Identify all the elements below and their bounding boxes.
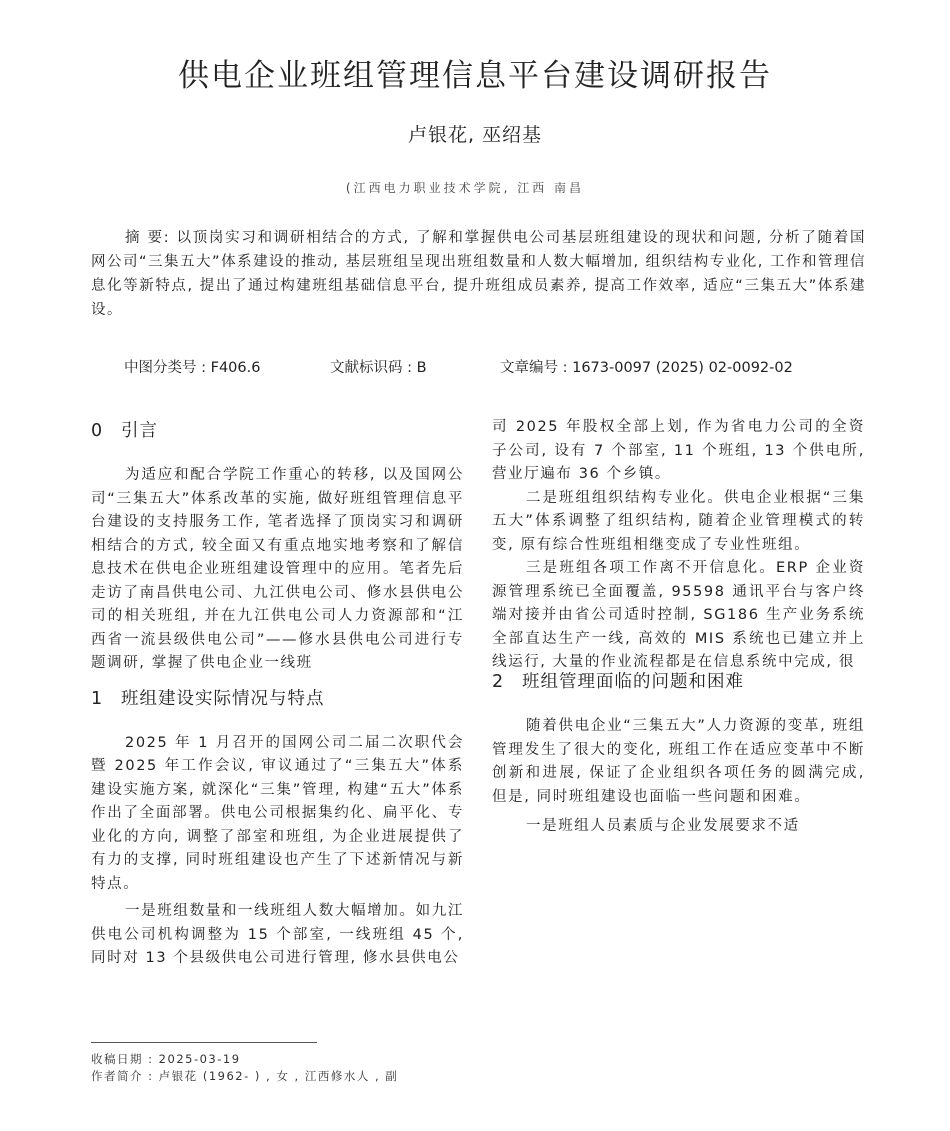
author-list: 卢银花, 巫绍基 [407,124,543,146]
section2-paragraph-1: 随着供电企业“三集五大”人力资源的变革, 班组管理发生了很大的变化, 班组工作在适应变革中不断创新和进展, 保证了企业组织各项任务的圆满完成, 但是, 同时班组建设也面临一些问题和困难。 [492,718,865,805]
section-number: 0 [91,421,104,441]
section-title: 班组建设实际情况与特点 [121,688,325,709]
section2-paragraph-2: 一是班组人员素质与企业发展要求不适 [526,818,800,834]
abstract-clip-mask [80,344,880,354]
intro-paragraph: 为适应和配合学院工作重心的转移, 以及国网公司“三集五大”体系改革的实施, 做好班组管理信息平台建设的支持服务工作, 笔者选择了顶岗实习和调研相结合的方式, 较全面又有重点地实地考察和了解信息技术在供电企业班组建设管理中的应用。笔者先后走访了南昌供电公司、九江供电公司、修水县供电公司的相关班组, 并在九江供电公司人力资源部和“江西省一流县级供电公司”——修水县供电公司进行专题调研, 掌握了供电企业一线班 [91,467,464,671]
abstract-label: 摘 要: [125,230,171,246]
section-title: 班组管理面临的问题和困难 [522,672,744,692]
right-paragraph-2: 二是班组组织结构专业化。供电企业根据“三集五大”体系调整了组织结构, 随着企业管理模式的转变, 原有综合性班组相继变成了专业性班组。 [492,489,865,553]
clc-number: 中图分类号 : F406.6 [124,360,261,376]
abstract [91,226,866,344]
article-number: 文章编号 : 1673-0097 (2025) 02-0092-02 [500,360,793,376]
affiliation: (江西电力职业技术学院, 江西 南昌 [345,181,585,195]
section-heading-intro [91,414,464,464]
document-code: 文献标识码 : B [330,360,427,376]
section-number: 2 [492,672,505,692]
section1-paragraph-2: 一是班组数量和一线班组人数大幅增加。如九江供电公司机构调整为 15 个部室, 一线班组 45 个, 同时对 13 个县级供电公司进行管理, 修水县供电公 [91,903,464,966]
footnote-received: 收稿日期 : 2025-03-19 [91,1052,241,1066]
section-heading-1 [91,682,464,732]
footnote-author-bio: 作者简介 : 卢银花 (1962- ) , 女 , 江西修水人 , 副 [91,1069,399,1083]
abstract-text: 以顶岗实习和调研相结合的方式, 了解和掌握供电公司基层班组建设的现状和问题, 分析了随着国网公司“三集五大”体系建设的推动, 基层班组呈现出班组数量和人数大幅增加, 组织结构专业化, 工作和管理信息化等新特点, 提出了通过构建班组基础信息平台, 提升班组成员素养, 提高工作效率, 适应“三集五大”体系建设。 [91,230,867,318]
section-title: 引言 [121,421,158,441]
section-number: 1 [91,688,104,709]
right-column [492,416,865,839]
right-paragraph-3: 三是班组各项工作离不开信息化。ERP 企业资源管理系统已全面覆盖, 95598 通讯平台与客户终端对接并由省公司适时控制, SG186 生产业务系统全部直达生产一线, 高效的 MIS 系统也已建立并上线运行, 大量的作业流程都是在信息系统中完成, 很 [492,560,865,670]
footnote-rule [91,1042,317,1043]
right-paragraph-1: 司 2025 年股权全部上划, 作为省电力公司的全资子公司, 设有 7 个部室, 11 个班组, 13 个供电所, 营业厅遍布 36 个乡镇。 [492,419,865,482]
paper-title: 供电企业班组管理信息平台建设调研报告 [178,58,772,94]
section1-paragraph-1: 2025 年 1 月召开的国网公司二届二次职代会暨 2025 年工作会议, 审议通过了“三集五大”体系建设实施方案, 就深化“三集”管理, 构建“五大”体系作出了全面部署。供电公司根据集约化、扁平化、专业化的方向, 调整了部室和班组, 为企业进展提供了有力的支撑, 同时班组建设也产生了下述新情况与新特点。 [91,734,464,892]
left-column [91,414,464,971]
